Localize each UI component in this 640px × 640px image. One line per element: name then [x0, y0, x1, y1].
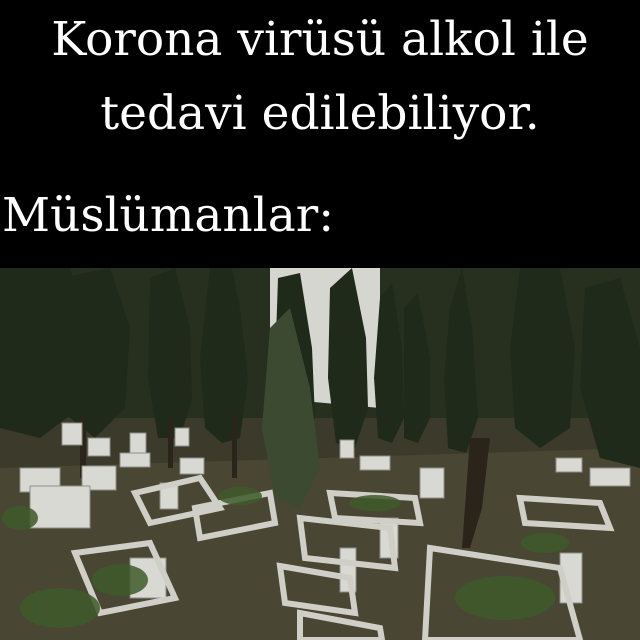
caption-line-3: Müslümanlar:: [2, 188, 335, 243]
cemetery-photo: [0, 268, 640, 640]
meme-caption: [0, 0, 640, 268]
caption-line-1: Korona virüsü alkol ile: [51, 12, 589, 67]
caption-line-2: tedavi edilebiliyor.: [100, 86, 540, 141]
